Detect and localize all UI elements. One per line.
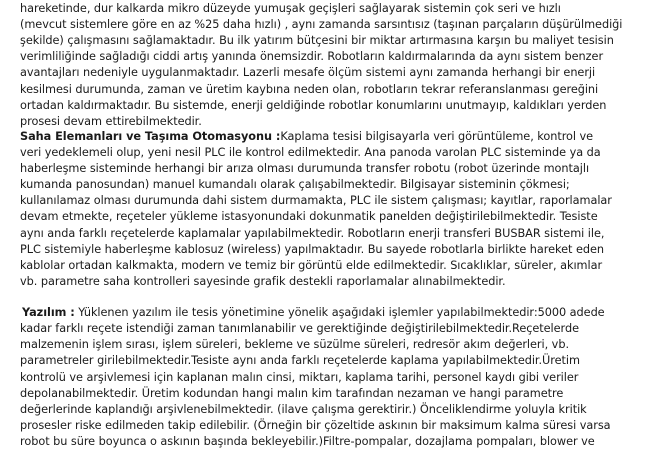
text-line: kesilmesi durumunda, zaman ve üretim kaybına neden olan, robotların tekrar referanslanması gereğini xyxy=(20,83,599,96)
text-line: verimliliğinde sağladığı ciddi artış yanında önemsizdir. Robotların kaldırmalarında da aynı sistem benzer xyxy=(20,50,604,63)
text-line: hareketinde, dur kalkarda mikro düzeyde yumuşak geçişleri sağlayarak sistemin çok seri ve hızlı xyxy=(20,2,561,15)
text-line: avantajları nedeniyle uygulanmaktadır. Lazerli mesafe ölçüm sistemi aynı zamanda herhangi bir enerji xyxy=(20,66,596,79)
text-line: kadar farklı reçete istendiği zaman tanımlanabilir ve gerektiğinde değiştirilebilmektedir.Reçetelerde xyxy=(20,322,579,335)
text-line: kumanda panosundan) manuel kumandalı olarak çalışabilmektedir. Bilgisayar sisteminin çökmesi; xyxy=(20,178,570,191)
text-line: PLC sistemiyle haberleşme kablosuz (wireless) yapılmaktadır. Bu sayede robotlarla birlikte hareket eden xyxy=(20,243,604,256)
text-line: robot bu süre boyunca o askının başında bekleyebilir.)Filtre-pompalar, dozajlama pompaları, blower ve xyxy=(20,435,595,448)
text-line: ortadan kaldırmaktadır. Bu sistemde, enerji geldiğinde robotlar konumlarını unutmayıp, kaldıkları yerden xyxy=(20,99,607,112)
text-line: parametreler girilebilmektedir.Tesiste aynı anda farklı reçetelerde kaplama yapılabilmektedir.Üretim xyxy=(20,354,580,367)
text-span: Kaplama tesisi bilgisayarla veri görüntüleme, kontrol ve xyxy=(280,130,594,143)
section-heading: Yazılım : xyxy=(22,306,75,319)
text-line: vb. parametre saha kontrolleri sayesinde grafik destekli raporlamalar alınabilmektedir. xyxy=(20,275,506,288)
text-line xyxy=(20,128,593,145)
text-line: değerlerinde kaplandığı arşivlenebilmektedir. (ilave çalışma gerektirir.) Önceliklendirme yoluyla kritik xyxy=(20,403,587,416)
text-line: devam etmekte, reçeteler yükleme istasyonundaki dokunmatik panelden değiştirilebilmektedir. Tesiste xyxy=(20,210,598,223)
text-line: prosesi devam ettirebilmektedir. xyxy=(20,115,202,128)
text-line: kontrolü ve arşivlemesi için kaplanan malın cinsi, miktarı, kaplama tarihi, personel kaydı gibi veriler xyxy=(20,371,579,384)
text-line: kullanılamaz olması durumunda dahi sistem durmamakta, PLC ile sistem çalışması; kayıtlar, raporlamalar xyxy=(20,194,612,207)
text-line: veri yedeklemeli olup, yeni nesil PLC ile kontrol edilmektedir. Ana panoda varolan PLC sisteminde ya da xyxy=(20,146,601,159)
text-line: şekilde) çalışmasını sağlamaktadır. Bu ilk yatırım bütçesini bir miktar artırmasına karşın bu maliyet tesisin xyxy=(20,34,614,47)
text-line: prosesler riske edilmeden takip edilebilir. (Örneğin bir çözeltide askının bir maksimum kalma süresi varsa xyxy=(20,419,611,432)
text-span: Yüklenen yazılım ile tesis yönetimine yönelik aşağıdaki işlemler yapılabilmektedir:5000 adede xyxy=(74,306,605,319)
section-heading: Saha Elemanları ve Taşıma Otomasyonu : xyxy=(20,130,281,143)
text-line xyxy=(22,304,605,321)
text-line: (mevcut sistemlere göre en az %25 daha hızlı) , aynı zamanda sarsıntısız (taşınan parçaların düşürülmediği xyxy=(20,18,623,31)
text-line: haberleşme sisteminde herhangi bir arıza olması durumunda transfer robotu (robot üzerinde montajlı xyxy=(20,162,590,175)
text-line: malzemenin işlem sırası, işlem süreleri, bekleme ve süzülme süreleri, redresör akım değerleri, vb. xyxy=(20,338,569,351)
text-line: aynı anda farklı reçetelerde kaplamalar yapılabilmektedir. Robotların enerji transferi BUSBAR sistemi ile, xyxy=(20,227,605,240)
text-line: depolanabilmektedir. Üretim kodundan hangi malın kim tarafından nezaman ve hangi parametre xyxy=(20,387,564,400)
text-line: kablolar ortadan kalkmakta, modern ve temiz bir görüntü elde edilmektedir. Sıcaklıklar, süreler, akımlar xyxy=(20,259,603,272)
